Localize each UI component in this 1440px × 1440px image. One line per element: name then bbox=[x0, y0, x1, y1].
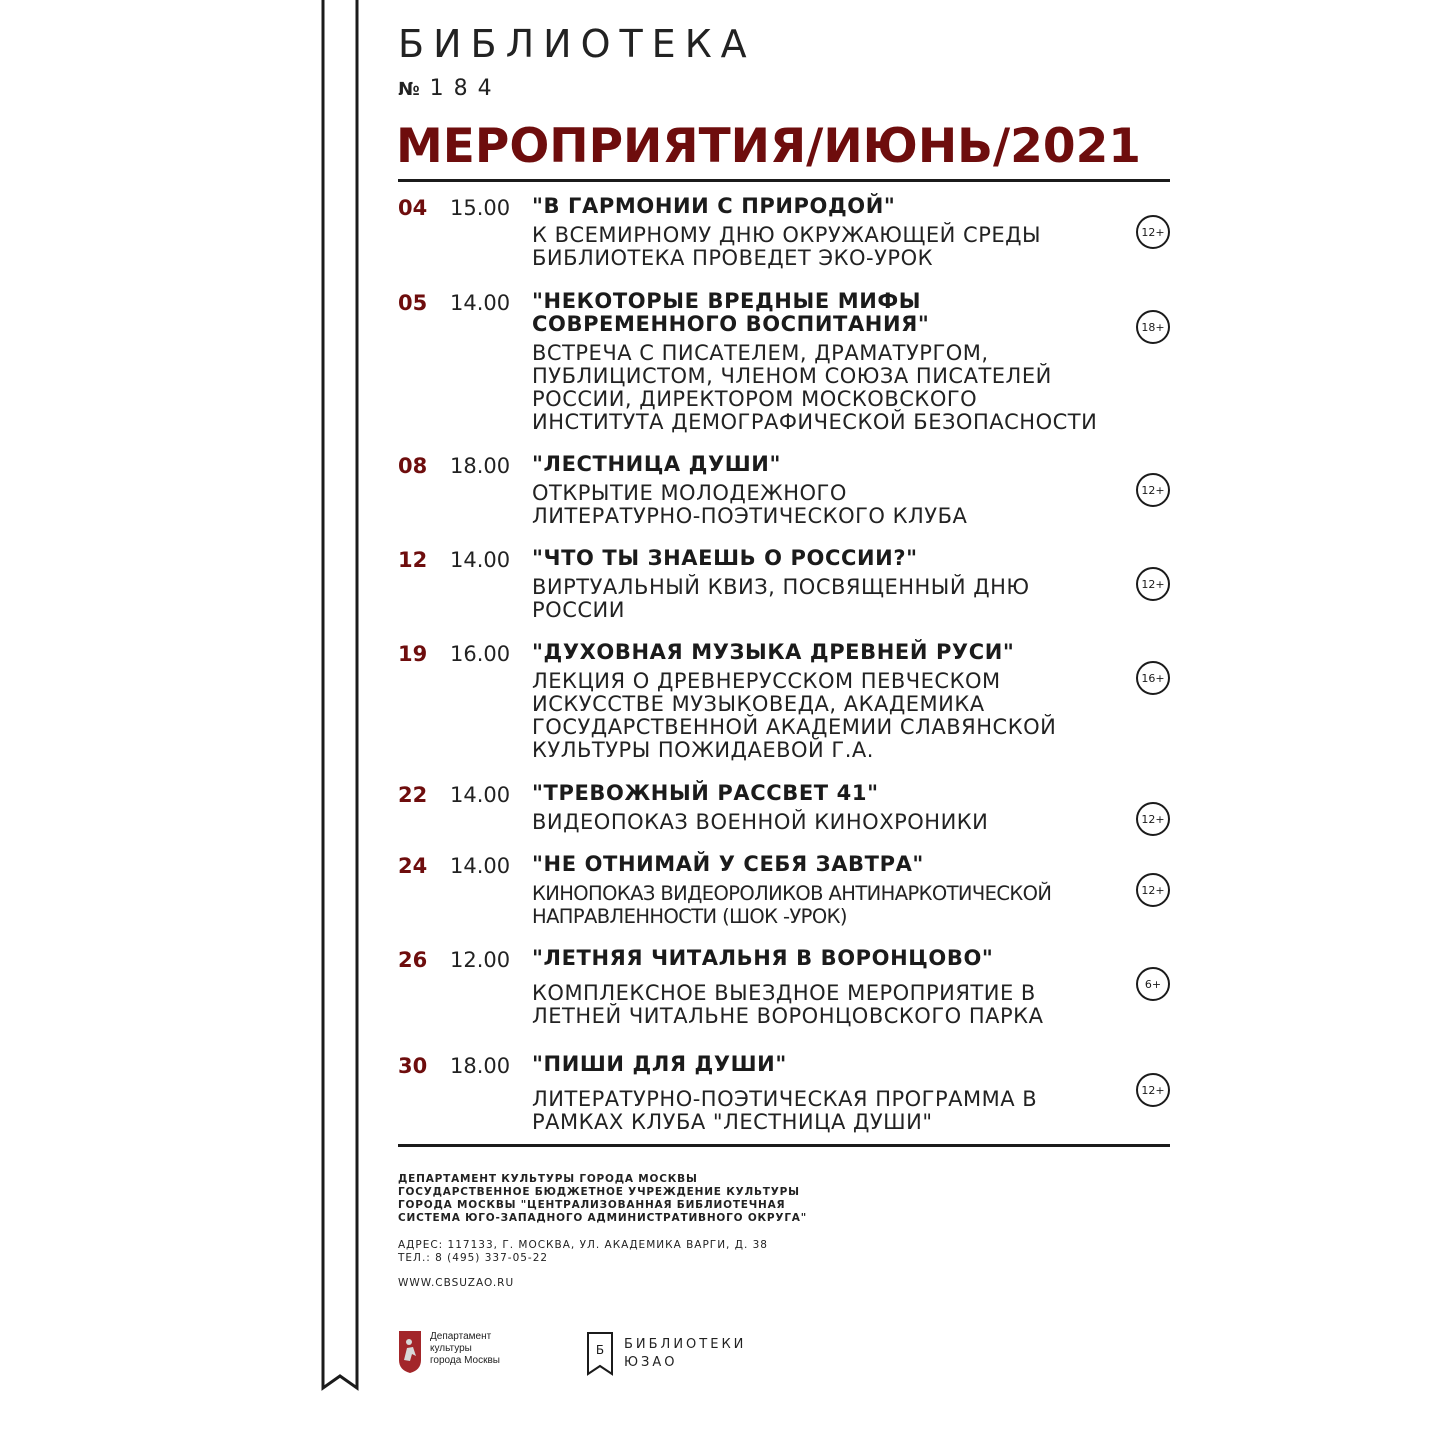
address-info: АДРЕС: 117133, Г. МОСКВА, УЛ. АКАДЕМИКА ВАРГИ, Д. 38 ТЕЛ.: 8 (495) 337-05-22 bbox=[398, 1239, 768, 1264]
organization-info: ДЕПАРТАМЕНТ КУЛЬТУРЫ ГОРОДА МОСКВЫ ГОСУДАРСТВЕННОЕ БЮДЖЕТНОЕ УЧРЕЖДЕНИЕ КУЛЬТУРЫ ГОРОДА МОСКВЫ "ЦЕНТРАЛИЗОВАННАЯ БИБЛИОТЕЧНАЯ СИСТЕМА ЮГО-ЗАПАДНОГО АДМИНИСТРАТИВНОГО ОКРУГА" bbox=[398, 1173, 808, 1224]
libraries-district: ЮЗАО bbox=[624, 1355, 678, 1370]
event-time: 14.00 bbox=[450, 291, 511, 315]
event-description: КОМПЛЕКСНОЕ ВЫЕЗДНОЕ МЕРОПРИЯТИЕ В ЛЕТНЕЙ ЧИТАЛЬНЕ ВОРОНЦОВСКОГО ПАРКА bbox=[532, 981, 1044, 1028]
event-time: 15.00 bbox=[450, 196, 511, 220]
event-description: ВИРТУАЛЬНЫЙ КВИЗ, ПОСВЯЩЕННЫЙ ДНЮ РОССИИ bbox=[532, 575, 1030, 622]
event-day: 08 bbox=[398, 454, 428, 478]
event-time: 14.00 bbox=[450, 854, 511, 878]
bookmark-ribbon bbox=[320, 0, 360, 1392]
library-name: БИБЛИОТЕКА bbox=[398, 22, 756, 66]
event-time: 14.00 bbox=[450, 783, 511, 807]
event-time: 16.00 bbox=[450, 642, 511, 666]
age-rating-badge: 18+ bbox=[1136, 310, 1170, 344]
library-number bbox=[398, 76, 756, 103]
age-rating-badge: 12+ bbox=[1136, 873, 1170, 907]
event-time: 18.00 bbox=[450, 454, 511, 478]
number-value: 184 bbox=[429, 76, 502, 101]
culture-department-logo bbox=[398, 1330, 500, 1374]
event-title: "ЛЕТНЯЯ ЧИТАЛЬНЯ В ВОРОНЦОВО" bbox=[532, 946, 994, 970]
department-name: Департамент культуры города Москвы bbox=[430, 1331, 500, 1366]
top-divider bbox=[398, 179, 1170, 182]
number-sign: № bbox=[398, 79, 424, 100]
website-link[interactable]: WWW.CBSUZAO.RU bbox=[398, 1277, 515, 1289]
event-title: "ЧТО ТЫ ЗНАЕШЬ О РОССИИ?" bbox=[532, 546, 918, 570]
library-header bbox=[398, 22, 756, 103]
age-rating-badge: 12+ bbox=[1136, 802, 1170, 836]
event-description: ВИДЕОПОКАЗ ВОЕННОЙ КИНОХРОНИКИ bbox=[532, 810, 989, 834]
event-day: 19 bbox=[398, 642, 428, 666]
age-rating-badge: 12+ bbox=[1136, 473, 1170, 507]
event-description: ОТКРЫТИЕ МОЛОДЕЖНОГО ЛИТЕРАТУРНО-ПОЭТИЧЕСКОГО КЛУБА bbox=[532, 481, 968, 528]
library-mark-letter: Б bbox=[595, 1343, 605, 1357]
library-bookmark-icon bbox=[586, 1332, 614, 1376]
event-description: ВСТРЕЧА С ПИСАТЕЛЕМ, ДРАМАТУРГОМ, ПУБЛИЦИСТОМ, ЧЛЕНОМ СОЮЗА ПИСАТЕЛЕЙ РОССИИ, ДИРЕКТОРОМ МОСКОВСКОГО ИНСТИТУТА ДЕМОГРАФИЧЕСКОЙ БЕЗОПАСНОСТИ bbox=[532, 341, 1098, 434]
event-description: ЛЕКЦИЯ О ДРЕВНЕРУССКОМ ПЕВЧЕСКОМ ИСКУССТВЕ МУЗЫКОВЕДА, АКАДЕМИКА ГОСУДАРСТВЕННОЙ АКАДЕМИИ СЛАВЯНСКОЙ КУЛЬТУРЫ ПОЖИДАЕВОЙ Г.А. bbox=[532, 669, 1057, 762]
page-title: МЕРОПРИЯТИЯ/ИЮНЬ/2021 bbox=[396, 119, 1141, 174]
event-description: КИНОПОКАЗ ВИДЕОРОЛИКОВ АНТИНАРКОТИЧЕСКОЙ НАПРАВЛЕННОСТИ (ШОК -УРОК) bbox=[532, 882, 1052, 928]
event-description: К ВСЕМИРНОМУ ДНЮ ОКРУЖАЮЩЕЙ СРЕДЫ БИБЛИОТЕКА ПРОВЕДЕТ ЭКО-УРОК bbox=[532, 223, 1042, 270]
event-title: "НЕКОТОРЫЕ ВРЕДНЫЕ МИФЫ СОВРЕМЕННОГО ВОСПИТАНИЯ" bbox=[532, 289, 930, 336]
event-day: 24 bbox=[398, 854, 428, 878]
event-title: "ТРЕВОЖНЫЙ РАССВЕТ 41" bbox=[532, 781, 879, 805]
event-day: 30 bbox=[398, 1054, 428, 1078]
event-title: "ЛЕСТНИЦА ДУШИ" bbox=[532, 452, 782, 476]
event-title: "ПИШИ ДЛЯ ДУШИ" bbox=[532, 1052, 787, 1076]
event-day: 05 bbox=[398, 291, 428, 315]
event-time: 18.00 bbox=[450, 1054, 511, 1078]
footer bbox=[398, 1173, 1098, 1290]
event-title: "ДУХОВНАЯ МУЗЫКА ДРЕВНЕЙ РУСИ" bbox=[532, 640, 1015, 664]
event-time: 12.00 bbox=[450, 948, 511, 972]
libraries-label: БИБЛИОТЕКИ bbox=[624, 1337, 747, 1352]
bottom-divider bbox=[398, 1144, 1170, 1147]
event-day: 26 bbox=[398, 948, 428, 972]
age-rating-badge: 12+ bbox=[1136, 1073, 1170, 1107]
event-day: 22 bbox=[398, 783, 428, 807]
event-time: 14.00 bbox=[450, 548, 511, 572]
age-rating-badge: 6+ bbox=[1136, 967, 1170, 1001]
event-day: 04 bbox=[398, 196, 428, 220]
age-rating-badge: 12+ bbox=[1136, 215, 1170, 249]
event-title: "НЕ ОТНИМАЙ У СЕБЯ ЗАВТРА" bbox=[532, 852, 924, 876]
age-rating-badge: 12+ bbox=[1136, 567, 1170, 601]
event-day: 12 bbox=[398, 548, 428, 572]
libraries-logo bbox=[586, 1332, 746, 1376]
age-rating-badge: 16+ bbox=[1136, 661, 1170, 695]
event-description: ЛИТЕРАТУРНО-ПОЭТИЧЕСКАЯ ПРОГРАММА В РАМКАХ КЛУБА "ЛЕСТНИЦА ДУШИ" bbox=[532, 1087, 1038, 1134]
event-title: "В ГАРМОНИИ С ПРИРОДОЙ" bbox=[532, 194, 896, 218]
moscow-emblem-icon bbox=[398, 1330, 422, 1374]
